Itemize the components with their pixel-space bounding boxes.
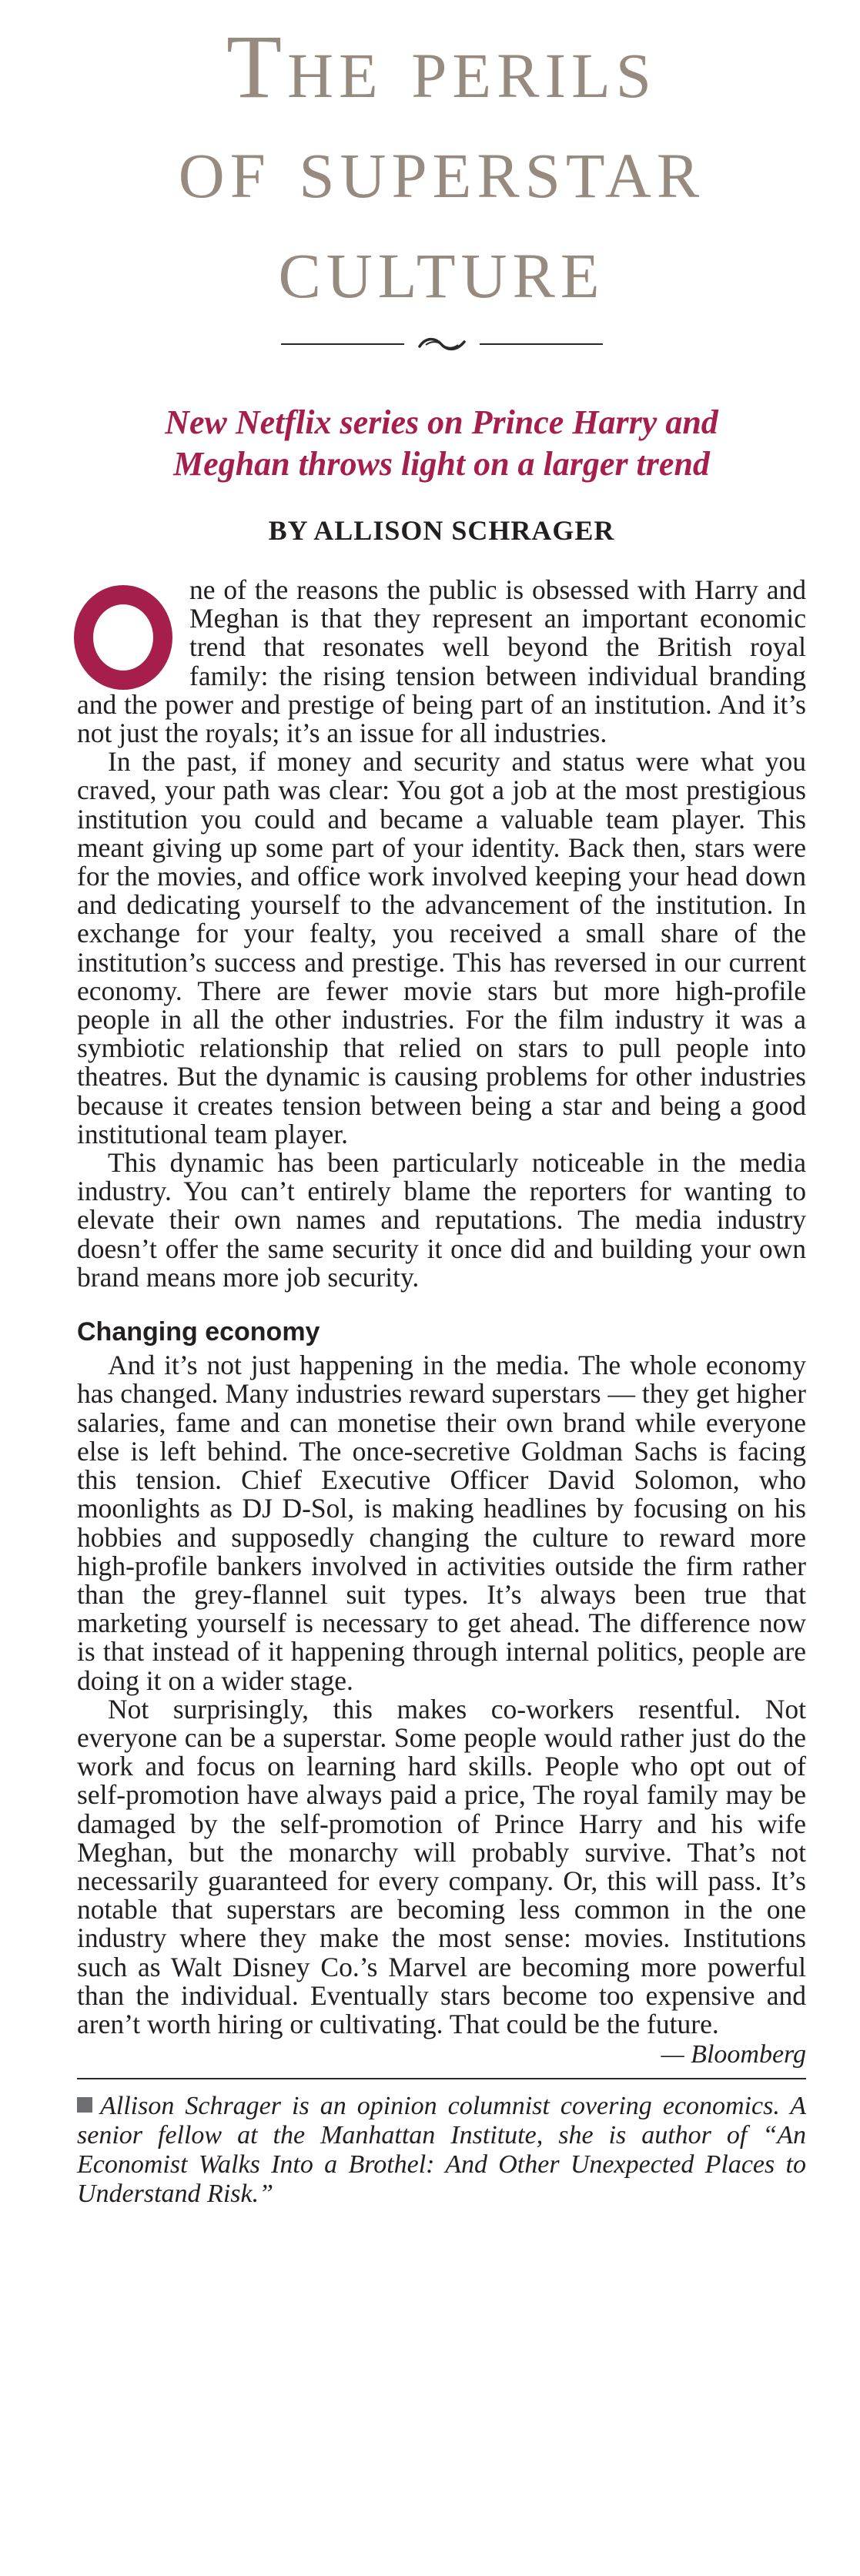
lede-text: ne of the reasons the public is obsessed with Harry and Meghan is that they represent an important economic trend that resonates well beyond the British royal family: the rising tension between individual branding and the power and prestige of being part of an institution. And it’s not just the royals; it’s an issue for all industries.: [77, 574, 806, 749]
ornament-divider: [77, 325, 806, 363]
author-bio-text: Allison Schrager is an opinion columnist covering economics. A senior fellow at the Manhattan Institute, she is author of “An Economist Walks Into a Brothel: And Other Unexpected Places to Understand Risk.”: [77, 2092, 806, 2209]
paragraph: This dynamic has been particularly noticeable in the media industry. You can’t entirely blame the reporters for wanting to elevate their own names and reputations. The media industry doesn’t offer the same security it once did and building your own brand means more job security.: [77, 1147, 806, 1293]
drop-cap: [74, 582, 172, 688]
square-bullet-icon: [77, 2097, 92, 2113]
subheadline-line: Meghan throws light on a larger trend: [173, 445, 710, 483]
headline-line: of superstar: [178, 116, 705, 217]
lede-paragraph: [77, 576, 806, 748]
author-bio: [77, 2092, 806, 2209]
headline-line: The perils: [226, 16, 657, 117]
paragraph: And it’s not just happening in the media. The whole economy has changed. Many industries reward superstars — they get higher salaries, fame and can monetise their own brand while everyone else is left behind. The once-secretive Goldman Sachs is facing this tension. Chief Executive Officer David Solomon, who moonlights as DJ D-Sol, is making headlines by focusing on his hobbies and supposedly changing the culture to reward more high-profile bankers involved in activities outside the firm rather than the grey-flannel suit types. It’s always been true that marketing yourself is necessary to get ahead. The difference now is that instead of it happening through internal politics, people are doing it on a wider stage.: [77, 1350, 806, 1696]
drop-cap-o-icon: [74, 585, 172, 690]
divider-line: [281, 343, 404, 345]
divider-line: [480, 343, 603, 345]
paragraph: Not surprisingly, this makes co-workers resentful. Not everyone can be a superstar. Some people would rather just do the work and focus on learning hard skills. People who opt out of self-promotion have always paid a price, The royal family may be damaged by the self-promotion of Prince Harry and his wife Meghan, but the monarchy will probably survive. That’s not necessarily guaranteed for every company. Or, this will pass. It’s notable that superstars are becoming less common in the one industry where they make the most sense: movies. Institutions such as Walt Disney Co.’s Marvel are becoming more powerful than the individual. Eventually stars become too expensive and aren’t worth hiring or cultivating. That could be the future.: [77, 1693, 806, 2039]
headline-line: culture: [278, 216, 605, 317]
paragraph: In the past, if money and security and status were what you craved, your path was clear: You got a job at the most prestigious institution you could and became a valuable team player. This meant giving up some part of your identity. Back then, stars were for the movies, and office work involved keeping your head down and dedicating yourself to the advancement of the institution. In exchange for your fealty, you received a small share of the institution’s success and prestige. This has reversed in our current economy. There are fewer movie stars but more high-profile people in all the other industries. For the film industry it was a symbiotic relationship that relied on stars to pull people into theatres. But the dynamic is causing problems for other industries because it creates tension between being a star and being a good institutional team player.: [77, 746, 806, 1149]
subheadline-line: New Netflix series on Prince Harry and: [165, 403, 718, 441]
source-credit: — Bloomberg: [661, 2040, 806, 2069]
article-body: [77, 576, 806, 2069]
section-heading: Changing economy: [77, 1317, 320, 1347]
swirl-ornament-icon: [415, 333, 469, 356]
headline: [77, 0, 806, 317]
bio-divider: [77, 2078, 806, 2079]
subheadline: [77, 402, 806, 485]
byline: BY ALLISON SCHRAGER: [268, 515, 615, 546]
